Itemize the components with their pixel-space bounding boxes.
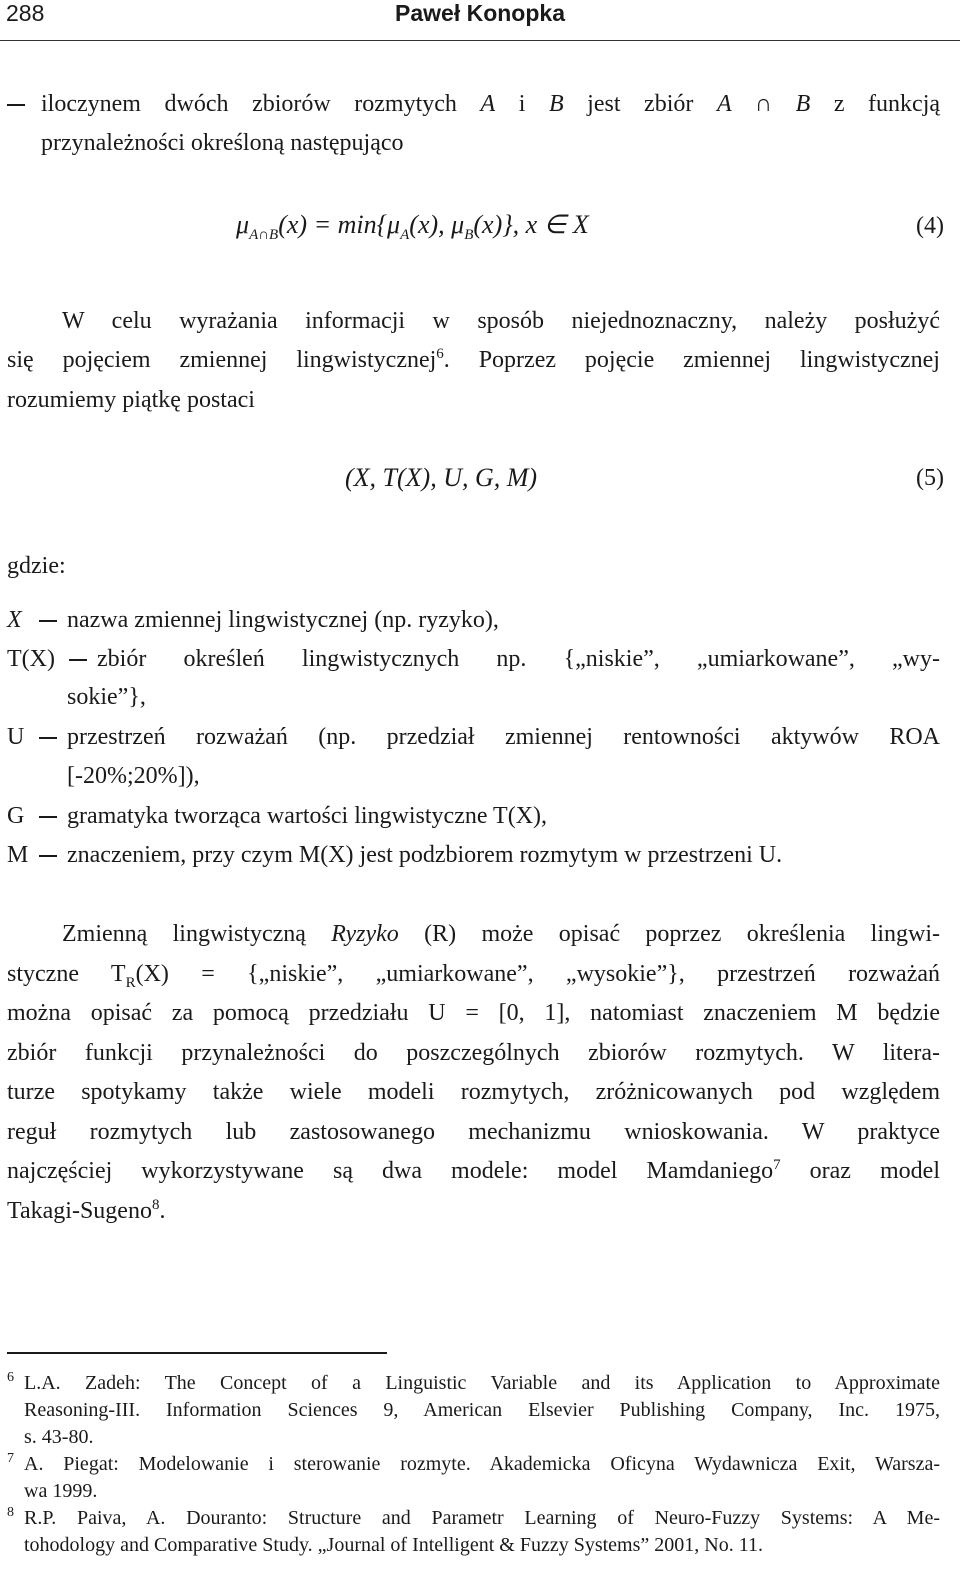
subscript: A∩B bbox=[249, 227, 279, 244]
text-span: . bbox=[159, 1198, 166, 1224]
text-span: (X) = {„niskie”, „umiarkowane”, „wysokie”}, przestrzeń rozważań bbox=[135, 961, 940, 987]
footnote-7-line1: A. Piegat: Modelowanie i sterowanie rozmyte. Akademicka Oficyna Wydawnicza Exit, Warsza- bbox=[24, 1453, 940, 1475]
italic-term: Ryzyko bbox=[331, 921, 399, 947]
header-rule bbox=[0, 40, 960, 41]
equation-part: (x), bbox=[409, 210, 452, 239]
para2-line2 bbox=[7, 958, 940, 990]
def-text-cont: sokie”}, bbox=[67, 684, 146, 710]
text-span: styczne T bbox=[7, 961, 126, 987]
footnote-ref: 7 bbox=[773, 1157, 781, 1173]
equation-part: (x) = min{ bbox=[278, 210, 388, 239]
para1-line3: rozumiemy piątkę postaci bbox=[7, 387, 255, 413]
def-term-m: M bbox=[7, 842, 29, 868]
mu-symbol: μ bbox=[451, 210, 465, 239]
para1-line1: W celu wyrażania informacji w sposób niejednoznaczny, należy posłużyć bbox=[62, 308, 940, 334]
text-span: Zmienną lingwistyczną bbox=[62, 921, 332, 947]
def-dash bbox=[39, 816, 57, 818]
footnote-rule bbox=[7, 1352, 387, 1354]
text-span: Takagi-Sugeno bbox=[7, 1198, 152, 1224]
equation-4 bbox=[236, 210, 589, 244]
footnote-7-line2: wa 1999. bbox=[24, 1480, 98, 1502]
footnote-ref: 6 bbox=[436, 346, 444, 362]
mu-symbol: μ bbox=[236, 210, 250, 239]
para2-line8 bbox=[7, 1195, 165, 1227]
para2-line7 bbox=[7, 1155, 940, 1187]
footnote-number: 6 bbox=[7, 1370, 14, 1385]
footnote-ref: 8 bbox=[151, 1197, 160, 1213]
equation-5: (X, T(X), U, G, M) bbox=[345, 463, 538, 492]
footnote-8-line2: tohodology and Comparative Study. „Journal of Intelligent & Fuzzy Systems” 2001, No. 11. bbox=[24, 1534, 763, 1556]
para2-line6: reguł rozmytych lub zastosowanego mechanizmu wnioskowania. W praktyce bbox=[7, 1119, 940, 1145]
footnote-6-line1: L.A. Zadeh: The Concept of a Linguistic Variable and its Application to Approximate bbox=[24, 1372, 940, 1394]
footnote-6-line2: Reasoning-III. Information Sciences 9, American Elsevier Publishing Company, Inc. 1975, bbox=[24, 1399, 940, 1421]
equation-part: (x)}, x ∈ X bbox=[473, 210, 589, 239]
def-term-x: X bbox=[7, 607, 22, 633]
text-span: . Poprzez pojęcie zmiennej lingwistycznej bbox=[443, 347, 940, 373]
footnote-number: 8 bbox=[7, 1505, 14, 1520]
def-dash bbox=[39, 855, 57, 857]
text-span: (R) może opisać poprzez określenia lingwi- bbox=[398, 921, 940, 947]
text-span: się pojęciem zmiennej lingwistycznej bbox=[7, 347, 437, 373]
def-dash bbox=[39, 620, 57, 622]
text-span: iloczynem dwóch zbiorów rozmytych bbox=[41, 91, 481, 117]
subscript: R bbox=[125, 974, 136, 991]
def-term-u: U bbox=[7, 724, 25, 750]
symbol-a: A bbox=[480, 91, 496, 117]
para2-line4: zbiór funkcji przynależności do poszczególnych zbiorów rozmytych. W litera- bbox=[7, 1040, 940, 1066]
def-term-g: G bbox=[7, 803, 25, 829]
symbol-b: B bbox=[548, 91, 564, 117]
footnote-6-line3: s. 43-80. bbox=[24, 1426, 94, 1448]
symbol-a-cap-b: A ∩ B bbox=[716, 91, 811, 117]
def-text: znaczeniem, przy czym M(X) jest podzbiorem rozmytym w przestrzeni U. bbox=[67, 842, 783, 868]
para2-line5: turze spotykamy także wiele modeli rozmytych, zróżnicowanych pod względem bbox=[7, 1079, 940, 1105]
para2-line1 bbox=[62, 918, 940, 950]
subscript: A bbox=[400, 227, 410, 244]
list-dash bbox=[7, 104, 25, 106]
def-text: gramatyka tworząca wartości lingwistyczne T(X), bbox=[67, 803, 548, 829]
def-text: zbiór określeń lingwistycznych np. {„niskie”, „umiarkowane”, „wy- bbox=[97, 646, 940, 672]
def-dash bbox=[39, 737, 57, 739]
def-text: przestrzeń rozważań (np. przedział zmiennej rentowności aktywów ROA bbox=[67, 724, 940, 750]
def-term-tx: T(X) bbox=[7, 646, 55, 672]
text-span: jest zbiór bbox=[563, 91, 717, 117]
footnote-8-line1: R.P. Paiva, A. Douranto: Structure and Parametr Learning of Neuro-Fuzzy Systems: A Me- bbox=[24, 1507, 940, 1529]
para1-line2 bbox=[7, 344, 940, 376]
def-dash bbox=[69, 659, 87, 661]
footnote-number: 7 bbox=[7, 1451, 14, 1466]
def-text: nazwa zmiennej lingwistycznej (np. ryzyko), bbox=[67, 607, 499, 633]
equation-4-number: (4) bbox=[916, 213, 944, 239]
def-text-cont: [-20%;20%]), bbox=[67, 763, 200, 789]
para2-line3: można opisać za pomocą przedziału U = [0, 1], natomiast znaczeniem M będzie bbox=[7, 1000, 940, 1026]
item1-line1 bbox=[41, 88, 940, 120]
equation-5-number: (5) bbox=[916, 465, 944, 491]
subscript: B bbox=[464, 227, 474, 244]
mu-symbol: μ bbox=[387, 210, 401, 239]
text-span: z funkcją bbox=[810, 91, 941, 117]
item1-line2: przynależności określoną następująco bbox=[41, 130, 404, 156]
running-header-author: Paweł Konopka bbox=[395, 0, 565, 26]
text-span: najczęściej wykorzystywane są dwa modele: model Mamdaniego bbox=[7, 1158, 774, 1184]
text-span: oraz model bbox=[780, 1158, 940, 1184]
text-span: i bbox=[495, 91, 549, 117]
gdzie-label: gdzie: bbox=[7, 553, 66, 579]
page-number: 288 bbox=[6, 0, 45, 26]
